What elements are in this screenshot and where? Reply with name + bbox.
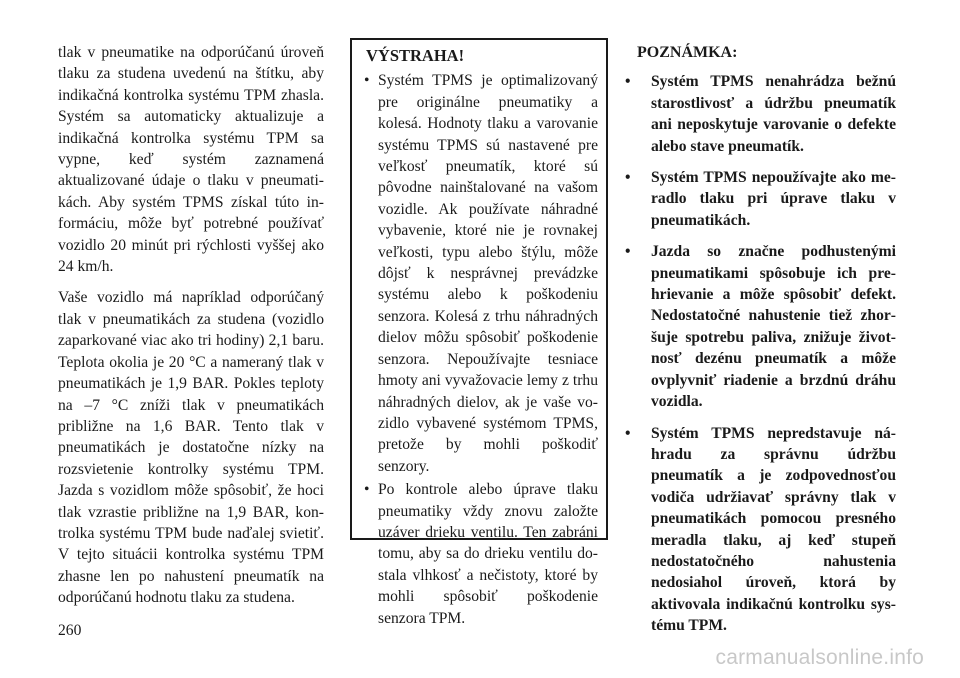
watermark: carmanualsonline.info (715, 646, 924, 669)
warning-list (360, 70, 598, 629)
note-item (622, 71, 896, 157)
left-column (58, 42, 324, 619)
note-title: POZNÁMKA: (637, 44, 738, 61)
note-item (622, 241, 896, 412)
bullet-icon: • (625, 169, 631, 187)
bullet-icon: • (625, 243, 631, 261)
warning-item-text: Systém TPMS je optimalizovaný pre originálne pneumatiky a kolesá. Hodnoty tlaku a varovanie systému TPMS sú nastavené pre veľkosť pneumatík, ktoré sú pôvodne nainštalované na vašom vozidle. Ak používate náhradné vybavenie, ktoré nie je rovnakej veľkosti, typu alebo štýlu, môže dôjsť k nesprávnej prevádzke systému alebo k poškodeniu senzora. Kolesá z trhu náhradných dielov môžu spôsobiť poškodenie senzora. Nepoužívajte tesniace hmoty ani vyvažovacie lemy z trhu náhradných dielov, ak je vaše vozidlo vybavené systémom TPMS, pretože by mohli poškodiť senzory. (378, 72, 598, 475)
warning-item (360, 70, 598, 477)
note-column (622, 42, 896, 647)
bullet-icon: • (364, 72, 370, 90)
page-number: 260 (58, 622, 82, 639)
warning-item-text: Po kontrole alebo úprave tlaku pneumatiky vždy znovu založte uzáver drieku ventilu. Ten zabráni tomu, aby sa do drieku ventilu dostala vlhkosť a nečistoty, ktoré by mohli spôsobiť poškodenie senzora TPM. (378, 481, 598, 627)
bullet-icon: • (625, 424, 631, 442)
body-paragraph-2: Vaše vozidlo má napríklad odporúčaný tlak v pneumatikách za studena (vozidlo zaparkované viac ako tri hodiny) 2,1 baru. Teplota okolia je 20 °C a nameraný tlak v pneumatikách je 1,9 BAR. Pokles teploty na –7 °C zníži tlak v pneumatikách približne na 1,6 BAR. Tento tlak v pneumatikách je dostatočne nízky na rozsvietenie kontrolky systému TPM. Jazda s vozidlom môže spôsobiť, že hoci tlak vzrastie približne na 1,9 BAR, kontrolka systému TPM bude naďalej svietiť. V tejto situácii kontrolka systému TPM zhasne len po nahustení pneumatík na odporúčanú hodnotu tlaku za studena. (58, 289, 324, 607)
note-item-text: Systém TPMS nenahrádza bežnú starostlivosť a údržbu pneumatík ani neposkytuje varovanie o defekte alebo stave pneumatík. (651, 73, 896, 155)
note-list (622, 71, 896, 636)
note-item (622, 423, 896, 637)
note-item-text: Jazda so značne podhustenými pneumatikami spôsobuje ich prehrievanie a môže spôsobiť defekt. Nedostatočné nahustenie tiež zhoršuje spotrebu paliva, znižuje životnosť dezénu pneumatík a môže ovplyvniť riadenie a brzdnú dráhu vozidla. (651, 243, 896, 411)
bullet-icon: • (364, 481, 370, 499)
warning-item (360, 479, 598, 629)
bullet-icon: • (625, 73, 631, 91)
body-paragraph-1: tlak v pneumatike na odporúčanú úroveň tlaku za studena uvedenú na štítku, aby indikačná kontrolka systému TPM zhasla. Systém sa automaticky aktualizuje a indikačná kontrolka systému TPM sa vypne, keď systém zaznamená aktualizované údaje o tlaku v pneumatikách. Aby systém TPMS získal túto informáciu, môže byť potrebné používať vozidlo 20 minút pri rýchlosti vyššej ako 24 km/h. (58, 44, 324, 276)
warning-title: VÝSTRAHA! (366, 46, 465, 65)
note-item (622, 167, 896, 231)
note-item-text: Systém TPMS nepoužívajte ako meradlo tlaku pri úprave tlaku v pneumatikách. (651, 169, 896, 229)
note-item-text: Systém TPMS nepredstavuje náhradu za správnu údržbu pneumatík a je zodpovednosťou vodiča udržiavať správny tlak v pneumatikách pomocou presného meradla tlaku, aj keď stupeň nedostatočného nahustenia nedosiahol úroveň, ktorá by aktivovala indikačnú kontrolku systému TPM. (651, 424, 896, 635)
warning-box (350, 38, 608, 627)
